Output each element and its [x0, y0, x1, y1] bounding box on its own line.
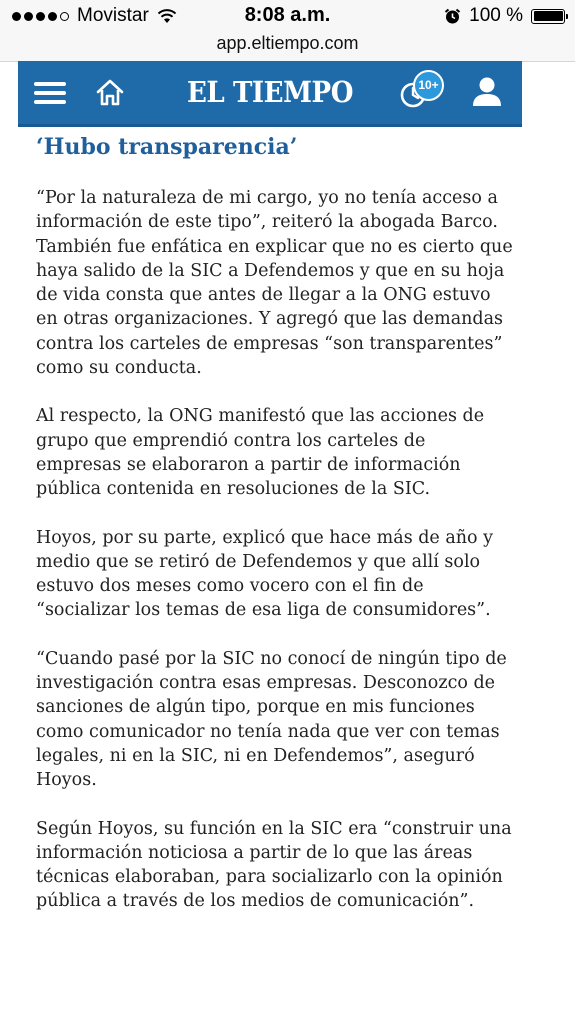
site-logo[interactable]: EL TIEMPO — [186, 75, 354, 109]
alarm-clock-icon — [444, 8, 461, 25]
article-paragraph: Según Hoyos, su función en la SIC era “construir una información noticiosa a partir de lo que las áreas técnicas elaboraban, para socializarlo con la opinión pública a través de los medios de comunicación”. — [36, 818, 512, 912]
article-paragraph: “Cuando pasé por la SIC no conocí de ningún tipo de investigación contra esas empresas. Desconozco de sanciones de algún tipo, porque en mis funciones como comunicador no tenía nada que ver con temas legales, ni en la SIC, ni en Defendemos”, aseguró Hoyos. — [36, 648, 507, 791]
site-header — [18, 61, 522, 127]
article-paragraph: Hoyos, por su parte, explicó que hace más de año y medio que se retiró de Defendemos y que allí solo estuvo dos meses como vocero con el fin de “socializar los temas de esa liga de consumidores”. — [36, 527, 494, 621]
battery-icon — [531, 9, 565, 24]
battery-percentage: 100 % — [469, 5, 523, 26]
notification-badge[interactable]: 10+ — [413, 70, 444, 101]
url-text: app.eltiempo.com — [216, 33, 359, 53]
section-heading: ‘Hubo transparencia’ — [36, 134, 298, 160]
carrier-name: Movistar — [77, 5, 149, 26]
status-right — [444, 5, 565, 27]
article-body — [36, 131, 516, 914]
user-icon[interactable] — [470, 75, 504, 109]
article-paragraph: “Por la naturaleza de mi cargo, yo no tenía acceso a información de este tipo”, reiteró la abogada Barco. — [36, 188, 498, 233]
status-bar — [0, 0, 575, 30]
article-paragraph: Al respecto, la ONG manifestó que las acciones de grupo que emprendió contra los carteles de empresas se elaboraron a partir de información pública contenida en resoluciones de la SIC. — [36, 406, 485, 500]
address-bar[interactable] — [0, 30, 575, 62]
status-time: 8:08 a.m. — [244, 4, 331, 26]
article-paragraph: También fue enfática en explicar que no es cierto que haya salido de la SIC a Defendemos y que en su hoja de vida consta que antes de llegar a la ONG estuvo en otras organizaciones. Y agregó que las demandas contra los carteles de empresas “son transparentes” como su conducta. — [36, 236, 513, 379]
